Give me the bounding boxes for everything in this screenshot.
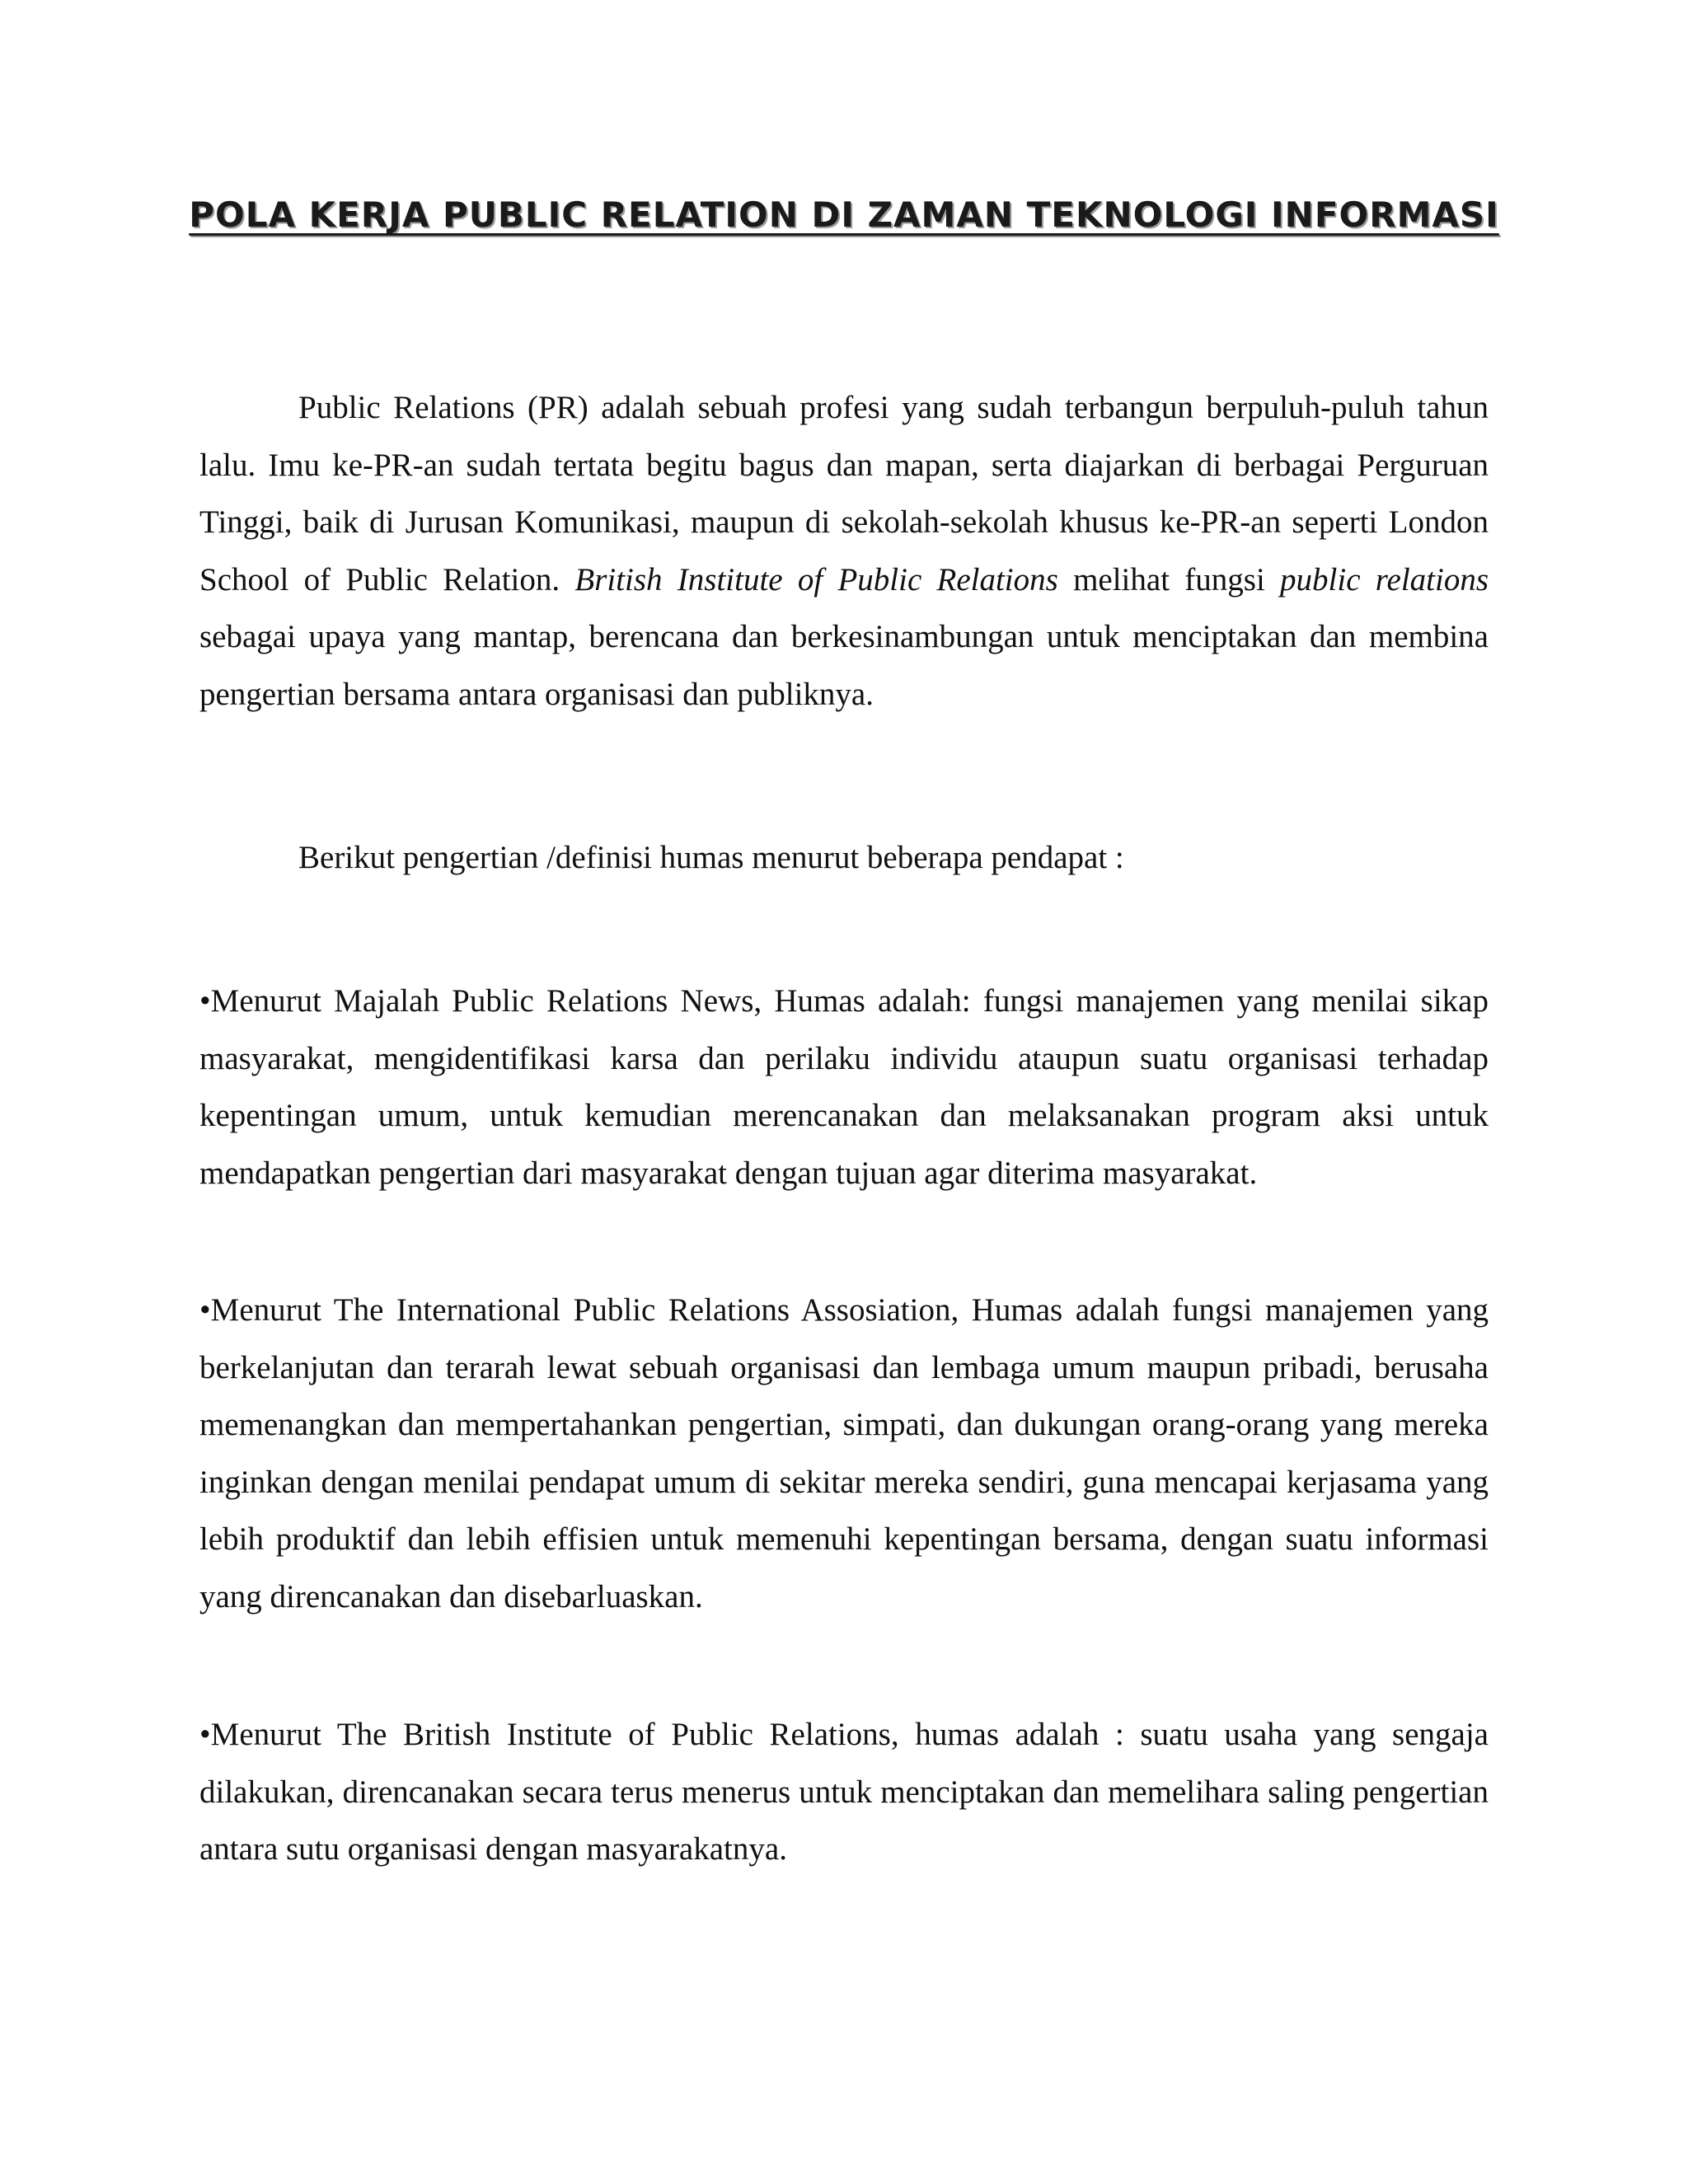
intro-text-1: Public Relations (PR) adalah sebuah profesi yang sudah terbangun berpuluh-puluh tahun lalu. Imu ke-PR-an sudah tertata begitu bagus dan mapan, serta diajarkan di berbagai Perguruan Tinggi, baik di Jurusan Komunikasi, maupun di sekolah-sekolah khusus ke-PR-an seperti London School of Public Relation. [199,390,1489,598]
document-title: POLA KERJA PUBLIC RELATION DI ZAMAN TEKNOLOGI INFORMASI [189,194,1499,235]
definitions-intro: Berikut pengertian /definisi humas menurut beberapa pendapat : [298,840,1124,875]
intro-text-2: melihat fungsi [1073,561,1265,598]
intro-text-3: sebagai upaya yang mantap, berencana dan berkesinambungan untuk menciptakan dan membina pengertian bersama antara organisasi dan publiknya. [199,619,1489,712]
definition-item-3: •Menurut The British Institute of Public Relations, humas adalah : suatu usaha yang sengaja dilakukan, direncanakan secara terus menerus untuk menciptakan dan memelihara saling pengertian antara sutu organisasi dengan masyarakatnya. [199,1717,1489,1867]
intro-italic-2: public relations [1280,561,1489,598]
intro-italic-1: British Institute of Public Relations [574,561,1058,598]
definition-item-1: •Menurut Majalah Public Relations News, Humas adalah: fungsi manajemen yang menilai sikap masyarakat, mengidentifikasi karsa dan perilaku individu ataupun suatu organisasi terhadap kepentingan umum, untuk kemudian merencanakan dan melaksanakan program aksi untuk mendapatkan pengertian dari masyarakat dengan tujuan agar diterima masyarakat. [199,983,1489,1191]
intro-paragraph [199,379,1489,723]
definition-item-2: •Menurut The International Public Relations Assosiation, Humas adalah fungsi manajemen yang berkelanjutan dan terarah lewat sebuah organisasi dan lembaga umum maupun pribadi, berusaha memenangkan dan mempertahankan pengertian, simpati, dan dukungan orang-orang yang mereka inginkan dengan menilai pendapat umum di sekitar mereka sendiri, guna mencapai kerjasama yang lebih produktif dan lebih effisien untuk memenuhi kepentingan bersama, dengan suatu informasi yang direncanakan dan disebarluaskan. [199,1292,1489,1615]
